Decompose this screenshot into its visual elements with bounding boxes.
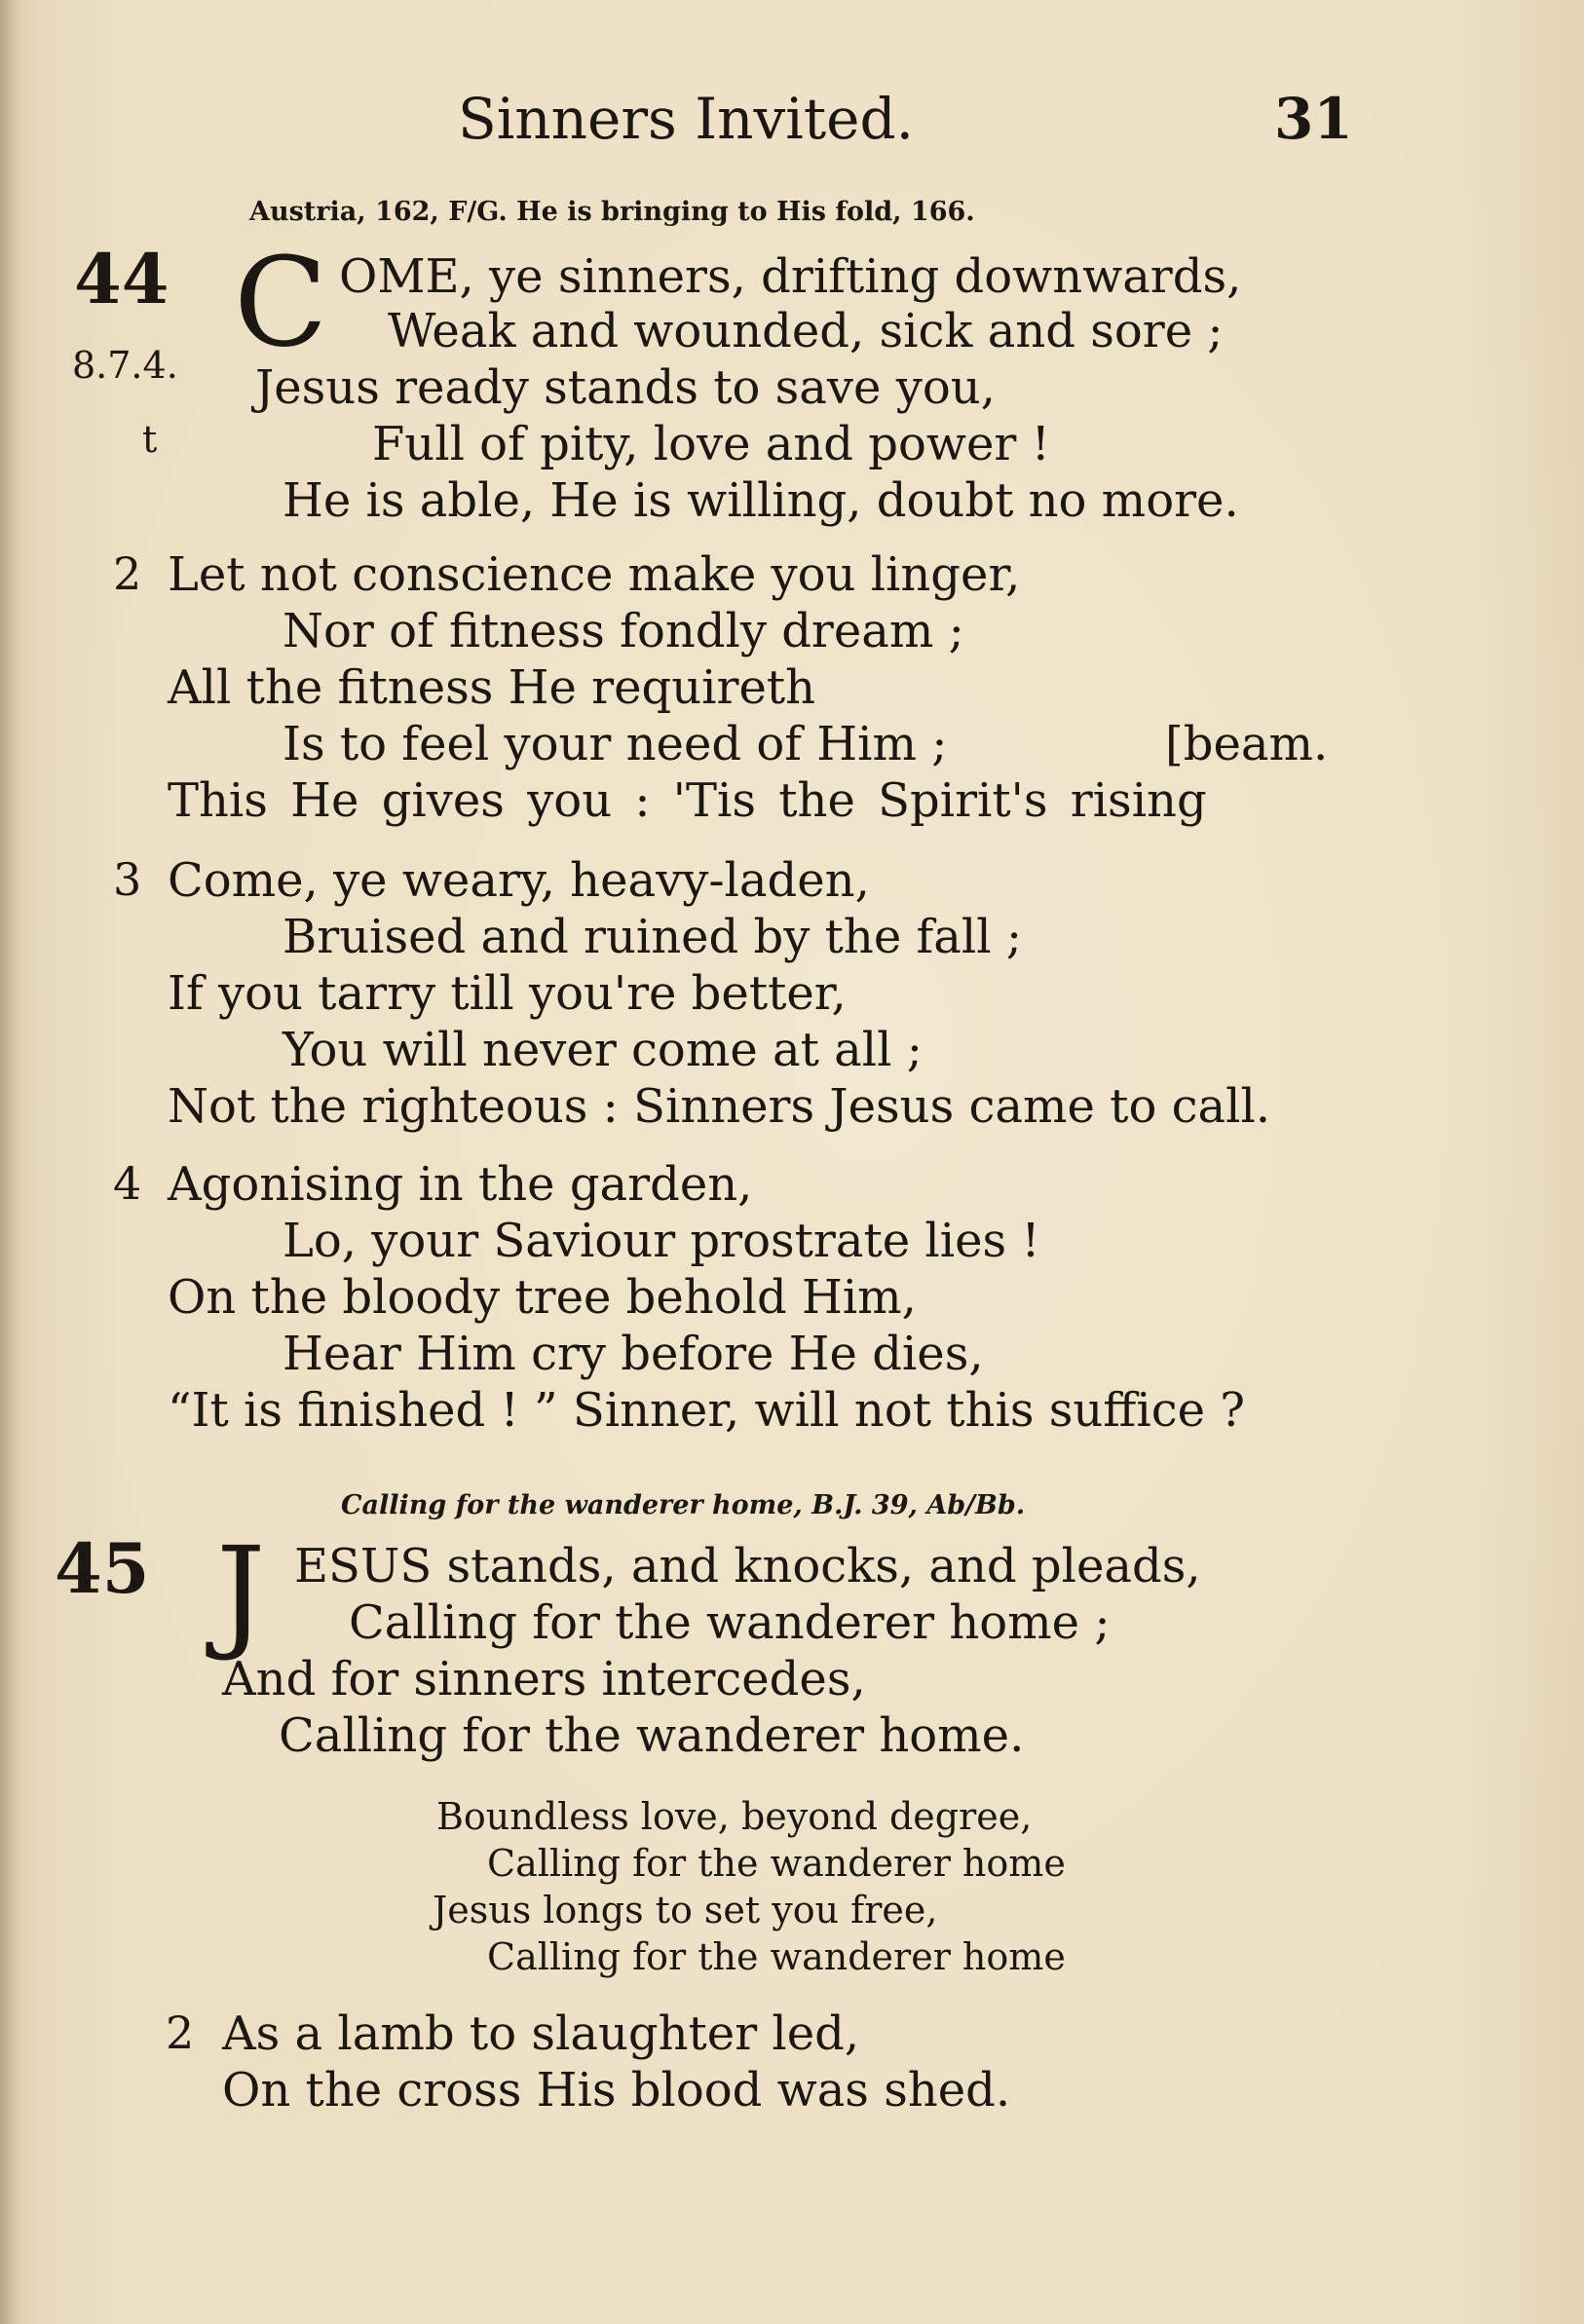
hymn-45-verse-2-number: 2 bbox=[166, 2006, 195, 2059]
hymn-44-verse-4-line-2: Lo, your Saviour prostrate lies ! bbox=[283, 1214, 1040, 1268]
page-gutter-shadow bbox=[0, 0, 21, 2324]
hymn-44-verse-3-line-2: Bruised and ruined by the fall ; bbox=[283, 910, 1023, 964]
hymn-45-chorus-line-3: Jesus longs to set you free, bbox=[433, 1889, 938, 1931]
hymn-44-verse-1-line-1: OME, ye sinners, drifting downwards, bbox=[339, 249, 1242, 304]
hymn-44-verse-1-line-2: Weak and wounded, sick and sore ; bbox=[388, 304, 1224, 358]
hymn-45-chorus-line-1: Boundless love, beyond degree, bbox=[436, 1795, 1033, 1838]
hymn-44-verse-1-line-5: He is able, He is willing, doubt no more. bbox=[283, 473, 1239, 528]
hymn-44-verse-1-line-3: Jesus ready stands to save you, bbox=[255, 360, 996, 415]
hymn-45-verse-2-line-2: On the cross His blood was shed. bbox=[222, 2063, 1011, 2118]
hymn-44-verse-3-line-5: Not the righteous : Sinners Jesus came to call. bbox=[168, 1079, 1271, 1134]
hymn-44-verse-2-number: 2 bbox=[113, 547, 142, 600]
hymn-44-verse-4-number: 4 bbox=[113, 1157, 142, 1210]
hymn-44-verse-3-number: 3 bbox=[113, 853, 142, 906]
hymn-44-drop-cap: C bbox=[234, 231, 328, 374]
hymn-44-verse-3-line-4: You will never come at all ; bbox=[283, 1023, 923, 1077]
hymn-44-verse-4-line-4: Hear Him cry before He dies, bbox=[283, 1327, 984, 1381]
hymn-44-tune-line: Austria, 162, F/G. He is bringing to His fold, 166. bbox=[249, 197, 975, 227]
hymn-44-verse-2-line-4: Is to feel your need of Him ; bbox=[283, 717, 948, 771]
hymn-45-tune-line: Calling for the wanderer home, B.J. 39, Ab/Bb. bbox=[341, 1490, 1026, 1520]
running-head-title: Sinners Invited. bbox=[458, 86, 915, 152]
hymn-44-verse-2-turnover: [beam. bbox=[1165, 717, 1329, 771]
hymn-44-mark: t bbox=[142, 418, 158, 461]
hymn-45-chorus-line-2: Calling for the wanderer home bbox=[487, 1842, 1066, 1885]
hymn-45-verse-2-line-1: As a lamb to slaughter led, bbox=[222, 2006, 860, 2061]
hymn-44-verse-3-line-3: If you tarry till you're better, bbox=[168, 966, 847, 1021]
hymn-45-chorus-line-4: Calling for the wanderer home bbox=[487, 1935, 1066, 1978]
hymn-44-meter: 8.7.4. bbox=[72, 344, 178, 387]
hymn-45-number: 45 bbox=[55, 1528, 150, 1609]
hymn-44-verse-2-line-5: This He gives you : 'Tis the Spirit's rising bbox=[168, 773, 1207, 828]
hymn-45-verse-1-line-4: Calling for the wanderer home. bbox=[279, 1708, 1025, 1763]
hymn-44-verse-1-line-4: Full of pity, love and power ! bbox=[372, 417, 1050, 471]
hymn-45-verse-1-line-3: And for sinners intercedes, bbox=[222, 1652, 866, 1706]
page-number: 31 bbox=[1274, 86, 1353, 152]
hymn-45-verse-1-line-2: Calling for the wanderer home ; bbox=[349, 1595, 1111, 1650]
hymn-44-verse-4-line-1: Agonising in the garden, bbox=[168, 1157, 753, 1212]
hymn-45-drop-cap: J bbox=[216, 1520, 266, 1664]
hymn-44-verse-2-line-3: All the fitness He requireth bbox=[168, 660, 816, 715]
hymn-44-verse-2-line-1: Let not conscience make you linger, bbox=[168, 547, 1021, 602]
hymn-45-verse-1-line-1: ESUS stands, and knocks, and pleads, bbox=[294, 1539, 1201, 1593]
hymn-44-verse-4-line-3: On the bloody tree behold Him, bbox=[168, 1270, 917, 1325]
hymn-44-verse-3-line-1: Come, ye weary, heavy-laden, bbox=[168, 853, 870, 908]
hymn-44-number: 44 bbox=[74, 239, 170, 319]
hymn-44-verse-2-line-2: Nor of fitness fondly dream ; bbox=[283, 604, 964, 658]
hymn-44-verse-4-line-5: “It is finished ! ” Sinner, will not this suffice ? bbox=[168, 1383, 1245, 1438]
